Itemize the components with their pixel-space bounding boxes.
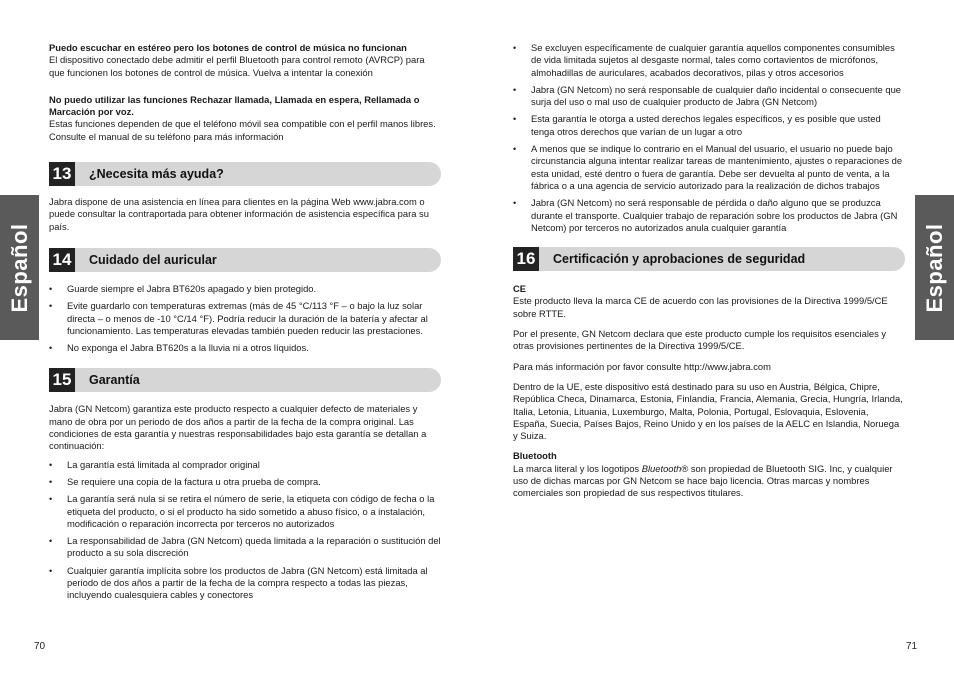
faq1-answer: El dispositivo conectado debe admitir el perfil Bluetooth para control remoto (AVRCP) para que funcionen los botones de control de música. Vuelva a intentar la conexión (49, 54, 425, 78)
list-item: • La garantía será nula si se retira el número de serie, la etiqueta con código de fecha o la etiqueta del producto, o si el producto ha sido sometido a abuso físico, o a instalación, modificación o reparación incorrecta por terceros no autorizados (49, 493, 441, 530)
faq1-question: Puedo escuchar en estéreo pero los botones de control de música no funcionan (49, 42, 407, 53)
ce-paragraph-1: Este producto lleva la marca CE de acuerdo con las provisiones de la Directiva 1999/5/CE sobre RTTE. (513, 295, 888, 319)
language-tab-right (915, 195, 954, 340)
section-16-header (513, 247, 905, 273)
section-number: 13 (49, 162, 75, 186)
section-13-header (49, 162, 441, 188)
list-item: • Jabra (GN Netcom) no será responsable de cualquier daño incidental o consecuente que surja del uso o mal uso de cualquier producto de Jabra (GN Netcom) (513, 84, 905, 109)
section-title: Cuidado del auricular (89, 252, 217, 267)
ce-paragraph-3: Para más información por favor consulte http://www.jabra.com (513, 360, 771, 372)
section-title: Certificación y aprobaciones de seguridad (553, 252, 806, 267)
right-column (513, 42, 905, 500)
faq2-question: No puedo utilizar las funciones Rechazar llamada, Llamada en espera, Rellamada o Marcación por voz. (49, 93, 420, 118)
page-number: 71 (906, 641, 918, 652)
left-column (49, 42, 441, 607)
section-title: ¿Necesita más ayuda? (89, 167, 224, 182)
section-15-body: Jabra (GN Netcom) garantiza este producto respecto a cualquier defecto de materiales y mano de obra por un periodo de dos años a partir de la fecha de la compra original. Las condiciones de esta garantía y nuestras responsabilidades bajo esta garantía se detallan a continuación: (49, 403, 427, 452)
language-tab-label: Español (921, 222, 947, 313)
section-number: 15 (49, 368, 75, 392)
list-item: • Cualquier garantía implícita sobre los productos de Jabra (GN Netcom) está limitada al periodo de dos años a partir de la fecha de la compra respecto a todas las piezas, incluyendo cualesquiera cables y conectores (49, 565, 441, 602)
warranty-list (49, 459, 441, 602)
language-tab-left (0, 195, 39, 340)
list-item: • Evite guardarlo con temperaturas extremas (más de 45 °C/113 °F – o bajo la luz solar directa – o menos de -10 °C/14 °F). Podría reducir la duración de la batería y afectar al funcionamiento. Las temperaturas elevadas también pueden reducir las prestaciones. (49, 300, 441, 337)
right-page (477, 0, 954, 687)
list-item: • La garantía está limitada al comprador original (49, 459, 441, 471)
faq2-answer: Estas funciones dependen de que el teléfono móvil sea compatible con el perfil manos libres. Consulte el manual de su teléfono para más información (49, 118, 436, 142)
section-14-header (49, 248, 441, 274)
bluetooth-trademark: Bluetooth (641, 462, 682, 474)
list-item: • Esta garantía le otorga a usted derechos legales específicos, y es posible que usted tenga otros derechos que varían de un lugar a otro (513, 113, 905, 138)
warranty-list-continued (513, 42, 905, 234)
ce-paragraph-2: Por el presente, GN Netcom declara que este producto cumple los requisitos esenciales y otras provisiones pertinentes de la Directiva 1999/5/CE. (513, 328, 887, 352)
bluetooth-paragraph (513, 463, 905, 500)
list-item: • Guarde siempre el Jabra BT620s apagado y bien protegido. (49, 283, 441, 295)
bluetooth-text-pre: La marca literal y los logotipos (513, 462, 642, 474)
list-item: • Se excluyen específicamente de cualquier garantía aquellos componentes consumibles de vida limitada sujetos al desgaste normal, tales como cortavientos de micrófonos, almohadillas de auriculares, acabados decorativos, pilas y otros accesorios (513, 42, 905, 79)
section-13-body: Jabra dispone de una asistencia en línea para clientes en la página Web www.jabra.com o puede consultar la contraportada para obtener información de asistencia específica para su país. (49, 196, 429, 232)
ce-paragraph-4: Dentro de la UE, este dispositivo está destinado para su uso en Austria, Bélgica, Chipre, República Checa, Dinamarca, Estonia, Finlandia, Francia, Alemania, Grecia, Hungría, Irlanda, Italia, Letonia, Lituania, Luxemburgo, Malta, Polonia, Portugal, Eslovaquia, Eslovenia, España, Suecia, Países Bajos, Reino Unido y en los países de la AELC en Islandia, Noruega y Suiza. (513, 380, 903, 442)
bluetooth-heading: Bluetooth (513, 450, 557, 462)
care-list (49, 283, 441, 354)
section-number: 14 (49, 248, 75, 272)
bluetooth-text-post: ® son propiedad de Bluetooth SIG. Inc, y cualquier uso de dichas marcas por GN Netcom se hace bajo licencia. Otras marcas y nombres comerciales son propiedad de sus respectivos titulares. (513, 462, 893, 499)
list-item: • La responsabilidad de Jabra (GN Netcom) queda limitada a la reparación o sustitución del producto a su sola discreción (49, 535, 441, 560)
language-tab-label: Español (6, 222, 32, 313)
section-title: Garantía (89, 373, 140, 388)
list-item: • Se requiere una copia de la factura u otra prueba de compra. (49, 476, 441, 488)
section-number: 16 (513, 247, 539, 271)
list-item: • Jabra (GN Netcom) no será responsable de pérdida o daño alguno que se produzca durante el transporte. Cualquier trabajo de reparación sobre los productos de Jabra (GN Netcom) por terceros no autorizados anula cualquier garantía (513, 197, 905, 234)
list-item: • A menos que se indique lo contrario en el Manual del usuario, el usuario no puede bajo circunstancia alguna intentar realizar tareas de mantenimiento, ajustes o reparaciones de esta unidad, esté dentro o fuera de garantía. Debe ser devuelta al punto de venta, a la fábrica o a una agencia de servicio autorizado para la realización de dichos trabajos (513, 143, 905, 192)
list-item: • No exponga el Jabra BT620s a la lluvia ni a otros líquidos. (49, 342, 441, 354)
ce-heading: CE (513, 283, 527, 295)
section-15-header (49, 368, 441, 394)
page-number: 70 (34, 641, 46, 652)
